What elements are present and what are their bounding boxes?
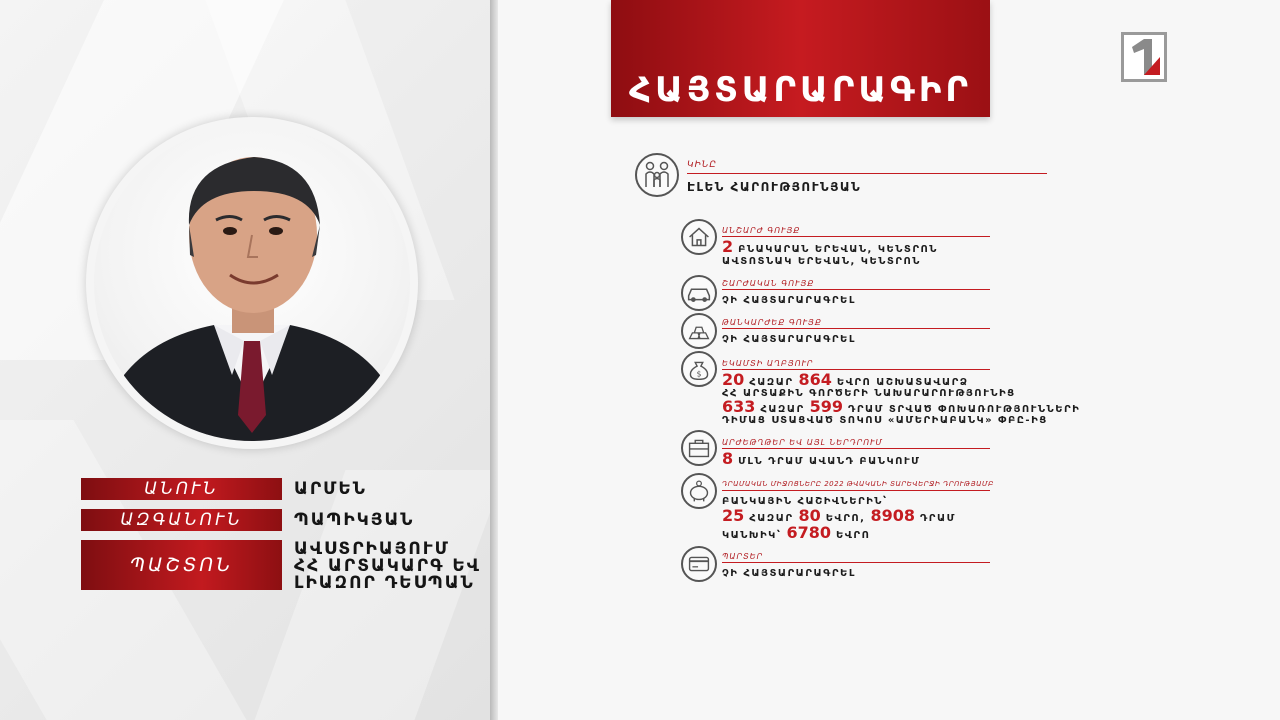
securities-line	[722, 449, 921, 468]
income-unit: ԵՎՐՈ ԱՇԽԱՏԱՎԱՐՁ	[836, 377, 969, 388]
real-estate-line	[722, 237, 938, 256]
cash-underline	[722, 490, 990, 491]
portrait-photo	[94, 125, 410, 441]
position-value-line: ԼԻԱԶՈՐ ԴԵՍՊԱՆ	[294, 573, 475, 593]
panel-divider	[490, 0, 498, 720]
cash-line-3	[722, 523, 871, 542]
real-estate-underline	[722, 236, 990, 237]
income-line-4: ԴԻՄԱՑ ՍՏԱՑՎԱԾ ՏՈԿՈՍ «ԱՄԵՐԻԱԲԱՆԿ» ՓԲԸ-ԻՑ	[722, 415, 1048, 426]
cash-line-2	[722, 506, 956, 525]
last-name-value: ՊԱՊԻԿՅԱՆ	[294, 510, 415, 530]
cash-unit: ԵՎՐՈ	[835, 530, 871, 541]
cash-unit: ԿԱՆԽԻԿ՝	[722, 530, 782, 541]
income-number: 599	[809, 397, 844, 416]
real-estate-count: 2	[722, 237, 734, 256]
securities-number: 8	[722, 449, 734, 468]
background-shard	[255, 470, 506, 720]
securities-label: ԱՐԺԵԹՂԹԵՐ ԵՎ ԱՅԼ ՆԵՐԴՐՈՒՄ	[722, 438, 883, 447]
cash-number: 80	[798, 506, 821, 525]
svg-text:$: $	[696, 369, 702, 379]
spouse-label: ԿԻՆԸ	[687, 160, 717, 170]
cash-unit: ՀԱԶԱՐ	[749, 513, 794, 524]
page-title: ՀԱՅՏԱՐԱՐԱԳԻՐ	[628, 70, 973, 110]
valuables-underline	[722, 328, 990, 329]
first-name-value: ԱՐՄԵՆ	[294, 479, 367, 499]
first-name-label: ԱՆՈՒՆ	[81, 478, 282, 500]
channel-logo	[1121, 32, 1167, 82]
portrait-illustration	[94, 125, 410, 441]
income-number: 633	[722, 397, 756, 416]
debts-underline	[722, 562, 990, 563]
cash-label: ԴՐԱՄԱԿԱՆ ՄԻՋՈՑՆԵՐԸ 2022 ԹՎԱԿԱՆԻ ՏԱՐԵՎԵՐՋԻ ԴՐՈՒԹՅԱՄԲ	[722, 480, 994, 488]
position-value-line: ԱՎՍՏՐԻԱՅՈՒՄ	[294, 539, 450, 559]
income-unit: ՀԱԶԱՐ	[760, 404, 805, 415]
real-estate-label: ԱՆՇԱՐԺ ԳՈՒՅՔ	[722, 226, 801, 235]
real-estate-apartment: ԲՆԱԿԱՐԱՆ ԵՐԵՎԱՆ, ԿԵՆՏՐՈՆ	[738, 244, 938, 255]
last-name-label: ԱԶԳԱՆՈՒՆ	[81, 509, 282, 531]
income-unit: ՀԱԶԱՐ	[749, 377, 794, 388]
income-number: 20	[722, 370, 745, 389]
movable-text: ՉԻ ՀԱՅՏԱՐԱՐԱԳՐԵԼ	[722, 295, 856, 306]
money-bag-icon	[681, 351, 717, 387]
debts-text: ՉԻ ՀԱՅՏԱՐԱՐԱԳՐԵԼ	[722, 568, 856, 579]
position-value-line: ՀՀ ԱՐՏԱԿԱՐԳ ԵՎ	[294, 556, 481, 576]
portrait-frame	[86, 117, 418, 449]
car-icon	[681, 275, 717, 311]
spouse-name: ԷԼԵՆ ՀԱՐՈՒԹՅՈՒՆՅԱՆ	[687, 180, 862, 194]
piggy-bank-icon	[681, 473, 717, 509]
cash-unit: ԵՎՐՈ,	[825, 513, 866, 524]
real-estate-house: ԱՎՏՈՏՆԱԿ ԵՐԵՎԱՆ, ԿԵՆՏՐՈՆ	[722, 256, 921, 267]
cash-number: 6780	[786, 523, 831, 542]
debts-label: ՊԱՐՏԵՐ	[722, 552, 764, 561]
cash-unit: ԴՐԱՄ	[919, 513, 956, 524]
income-number: 864	[798, 370, 832, 389]
cash-line-1: ԲԱՆԿԱՅԻՆ ՀԱՇԻՎՆԵՐԻՆ՝	[722, 496, 888, 507]
movable-label: ՇԱՐԺԱԿԱՆ ԳՈՒՅՔ	[722, 279, 815, 288]
income-label: ԵԿԱՄՏԻ ԱՂԲՅՈՒՐ	[722, 359, 814, 368]
cash-number: 25	[722, 506, 745, 525]
income-unit: ԴՐԱՄ ՏՐՎԱԾ ՓՈԽԱՌՈՒԹՅՈՒՆՆԵՐԻ	[848, 404, 1081, 415]
credit-card-icon	[681, 546, 717, 582]
income-underline	[722, 369, 990, 370]
gold-bars-icon	[681, 313, 717, 349]
spouse-underline	[687, 173, 1047, 174]
securities-text: ՄԼՆ ԴՐԱՄ ԱՎԱՆԴ ԲԱՆԿՈՒՄ	[738, 456, 921, 467]
securities-underline	[722, 448, 990, 449]
income-line-2: ՀՀ ԱՐՏԱՔԻՆ ԳՈՐԾԵՐԻ ՆԱԽԱՐԱՐՈՒԹՅՈՒՆԻՑ	[722, 388, 1016, 399]
family-icon	[635, 153, 679, 197]
cash-number: 8908	[870, 506, 915, 525]
movable-underline	[722, 289, 990, 290]
channel-one-icon	[1124, 35, 1164, 79]
house-icon	[681, 219, 717, 255]
position-label: ՊԱՇՏՈՆ	[81, 540, 282, 590]
title-banner	[611, 0, 990, 117]
briefcase-icon	[681, 430, 717, 466]
valuables-text: ՉԻ ՀԱՅՏԱՐԱՐԱԳՐԵԼ	[722, 334, 856, 345]
valuables-label: ԹԱՆԿԱՐԺԵՔ ԳՈՒՅՔ	[722, 318, 822, 327]
